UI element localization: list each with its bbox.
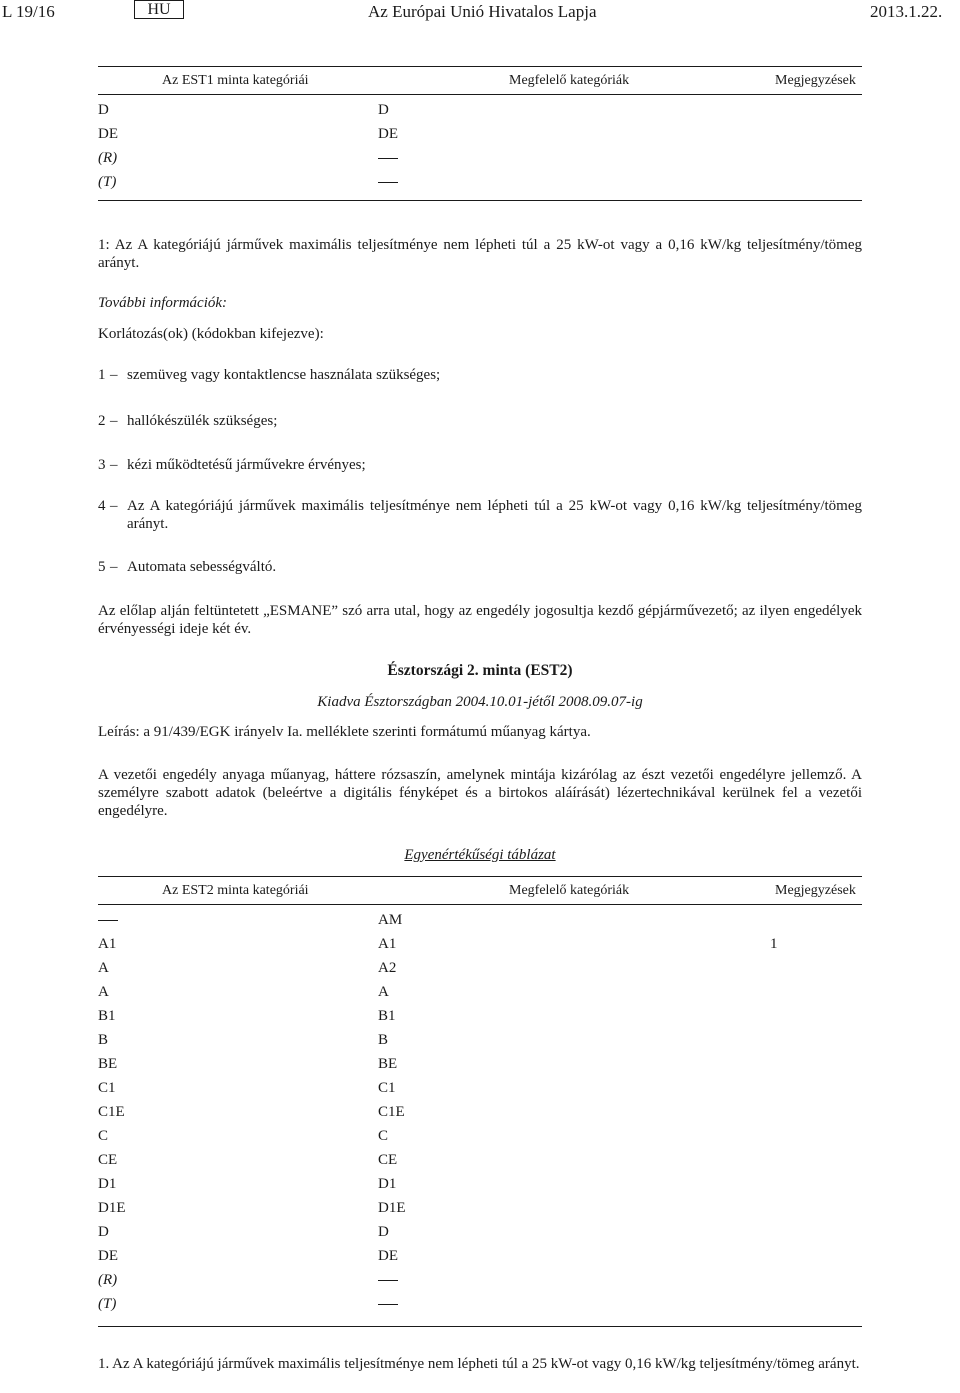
list-item-number: 3	[98, 457, 106, 473]
table2-cell-c2: A1	[378, 936, 397, 952]
table2-cell-c1: C1E	[98, 1104, 125, 1120]
table2-cell-c1: C1	[98, 1080, 116, 1096]
journal-title: Az Európai Unió Hivatalos Lapja	[368, 2, 597, 21]
table2-cell-c1: B	[98, 1032, 109, 1048]
publication-date: 2013.1.22.	[870, 2, 943, 21]
equivalence-title: Egyenértékűségi táblázat	[404, 847, 556, 863]
table-row	[0, 1007, 960, 1031]
list-item-text: Automata sebességváltó.	[127, 559, 277, 575]
table-row	[0, 1223, 960, 1247]
footnote-1: 1. Az A kategóriájú járművek maximális teljesítménye nem lépheti túl a 25 kW-ot vagy 0,16 kW/kg teljesítmény/tömeg arányt.	[98, 1356, 860, 1372]
table2-cell-c2: B1	[378, 1008, 396, 1024]
list-dash: –	[110, 457, 118, 473]
table-row	[0, 125, 960, 149]
dash-mark	[378, 1280, 398, 1281]
table1-cell-c1: (R)	[98, 150, 118, 166]
table2-cell-c2: B	[378, 1032, 389, 1048]
table2-cell-c1: D1	[98, 1176, 117, 1192]
table2-cell-c1: (R)	[98, 1272, 118, 1288]
table-row	[0, 1175, 960, 1199]
table2-cell-c2: CE	[378, 1152, 398, 1168]
list-dash: –	[110, 498, 118, 514]
table2-top-rule	[98, 876, 862, 877]
esmane-paragraph: Az előlap alján feltüntetett „ESMANE” szó arra utal, hogy az engedély jogosultja kezdő gépjárművezető; az ilyen engedélyek érvényességi ideje két év.	[98, 603, 862, 637]
table-row	[0, 1271, 960, 1295]
table1-cell-c2	[378, 173, 398, 191]
table2-cell-c1: A1	[98, 936, 117, 952]
list-dash: –	[110, 559, 118, 575]
list-item	[98, 456, 862, 474]
table2-cell-c2: AM	[378, 912, 403, 928]
table2-cell-c1: D1E	[98, 1200, 126, 1216]
table-row	[0, 911, 960, 935]
table2-cell-c3: 1	[770, 936, 778, 952]
list-item-number: 2	[98, 413, 106, 429]
table2-header-model: Az EST2 minta kategóriái	[162, 883, 309, 898]
list-item-text: Az A kategóriájú járművek maximális teljesítménye nem lépheti túl a 25 kW-ot vagy 0,16 kW/kg teljesítmény/tömeg arányt.	[127, 498, 862, 532]
dash-mark	[378, 158, 398, 159]
table1-top-rule	[98, 66, 862, 67]
table2-header-equivalent: Megfelelő kategóriák	[509, 883, 630, 898]
table2-cell-c2: C1	[378, 1080, 396, 1096]
table1-header-rule	[98, 94, 862, 95]
table2-cell-c1: B1	[98, 1008, 116, 1024]
table1-cell-c2: D	[378, 102, 389, 118]
list-dash: –	[110, 367, 118, 383]
table2-bottom-rule	[98, 1326, 862, 1327]
page-reference: L 19/16	[2, 2, 55, 21]
table-row	[0, 1079, 960, 1103]
list-dash: –	[110, 413, 118, 429]
list-item-number: 5	[98, 559, 106, 575]
table-row	[0, 173, 960, 197]
material-paragraph: A vezetői engedély anyaga műanyag, háttere rózsaszín, amelynek mintája kizárólag az észt vezetői engedélyre jellemző. A személyre szabott adatok (beleértve a digitális fényképet és a birtokos aláírását) lézertechnikával kerülnek fel a vezetői engedélyre.	[98, 767, 862, 819]
table2-cell-c1: C	[98, 1128, 109, 1144]
restrictions-heading: Korlátozás(ok) (kódokban kifejezve):	[98, 326, 324, 342]
table2-cell-c2: D1E	[378, 1200, 406, 1216]
dash-mark	[378, 182, 398, 183]
description: Leírás: a 91/439/EGK irányelv Ia. melléklete szerinti formátumú műanyag kártya.	[98, 724, 591, 740]
table2-header-remarks: Megjegyzések	[775, 883, 856, 898]
table-row	[0, 1247, 960, 1271]
table2-cell-c1: BE	[98, 1056, 118, 1072]
table-row	[0, 1151, 960, 1175]
list-item	[98, 412, 862, 430]
table2-cell-c1: CE	[98, 1152, 118, 1168]
table1-header-model: Az EST1 minta kategóriái	[162, 73, 309, 88]
dash-mark	[98, 920, 118, 921]
language-badge: HU	[134, 0, 184, 19]
list-item-text: hallókészülék szükséges;	[127, 413, 278, 429]
table2-cell-c1: (T)	[98, 1296, 117, 1312]
table1-cell-c2	[378, 149, 398, 167]
table1-cell-c2: DE	[378, 126, 398, 142]
table2-cell-c1: A	[98, 960, 109, 976]
table1-header-remarks: Megjegyzések	[775, 73, 856, 88]
dash-mark	[378, 1304, 398, 1305]
table1-cell-c1: DE	[98, 126, 118, 142]
table2-cell-c1: DE	[98, 1248, 118, 1264]
list-item-text: szemüveg vagy kontaktlencse használata szükséges;	[127, 367, 441, 383]
list-item	[98, 497, 862, 533]
table2-cell-c2	[378, 1271, 398, 1289]
table-row	[0, 1127, 960, 1151]
list-item-text: kézi működtetésű járművekre érvényes;	[127, 457, 366, 473]
table2-header-rule	[98, 904, 862, 905]
table-row	[0, 149, 960, 173]
table1-header-equivalent: Megfelelő kategóriák	[509, 73, 630, 88]
table2-cell-c2: BE	[378, 1056, 398, 1072]
note-1: 1: Az A kategóriájú járművek maximális teljesítménye nem lépheti túl a 25 kW-ot vagy a 0,16 kW/kg teljesítmény/tömeg arányt.	[98, 237, 862, 271]
table-row	[0, 1055, 960, 1079]
table2-cell-c2: DE	[378, 1248, 398, 1264]
table-row	[0, 1031, 960, 1055]
table1-bottom-rule	[98, 200, 862, 201]
table2-cell-c1: D	[98, 1224, 109, 1240]
table2-cell-c2: A	[378, 984, 389, 1000]
table-row	[0, 101, 960, 125]
table1-cell-c1: (T)	[98, 174, 117, 190]
table-row	[0, 1199, 960, 1223]
table-row	[0, 983, 960, 1007]
extra-info-heading: További információk:	[98, 295, 228, 311]
model-title: Észtországi 2. minta (EST2)	[387, 662, 573, 679]
list-item	[98, 366, 862, 384]
table2-cell-c2: A2	[378, 960, 397, 976]
table2-cell-c2: D	[378, 1224, 389, 1240]
table-row	[0, 1103, 960, 1127]
table-row	[0, 959, 960, 983]
list-item-number: 1	[98, 367, 106, 383]
table1-cell-c1: D	[98, 102, 109, 118]
table2-cell-c1	[98, 911, 118, 929]
table2-cell-c1: A	[98, 984, 109, 1000]
table2-cell-c2	[378, 1295, 398, 1313]
list-item	[98, 558, 862, 576]
table-row	[0, 1295, 960, 1319]
model-issued: Kiadva Észtországban 2004.10.01-jétől 2008.09.07-ig	[317, 694, 643, 710]
table2-cell-c2: C	[378, 1128, 389, 1144]
table-row	[0, 935, 960, 959]
table2-cell-c2: D1	[378, 1176, 397, 1192]
list-item-number: 4	[98, 498, 106, 514]
table2-cell-c2: C1E	[378, 1104, 405, 1120]
